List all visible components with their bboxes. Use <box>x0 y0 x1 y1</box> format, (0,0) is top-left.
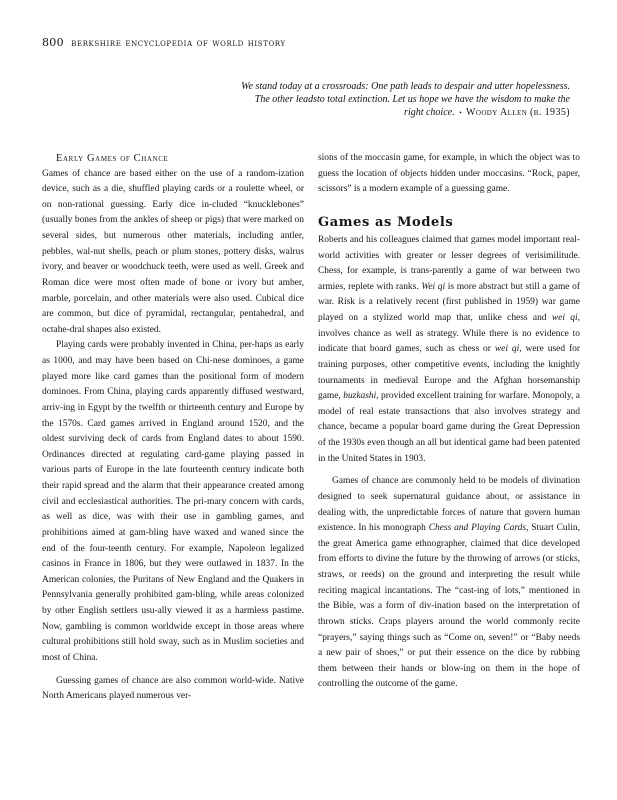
epigraph <box>240 80 570 120</box>
text-run: provided excellent training for warfare. Monopoly, a model of real estate transactions that also involves strategy and chance, became a popular board game during the Great Depression of the 1930s even though an all but identical game had been patented in the United States in 1903. <box>318 391 580 464</box>
text-run: is more abstract but still a game of war. Risk is a relatively recent (first published in 1959) war game played on a stylized world map that, unlike chess and <box>318 281 580 323</box>
text-run: Stuart Culin, the great America game ethnographer, claimed that dice developed from efforts to divine the future by the throwing of arrows (or sticks, straws, or reeds) on the ground and interpreting the result while reciting magical incantations. The “cast-ing of lots,” mentioned in the Bible, was a form of div-ination based on the interpretation of thrown sticks. Craps players around the world commonly recite “prayers,” saying things such as “Come on, seven!” or “Baby needs a new pair of shoes,” or put their essence on the dice by rubbing them between their hands or blow-ing on them in the hope of controlling the outcome of the game. <box>318 523 580 690</box>
epigraph-quote: We stand today at a crossroads: One path leads to despair and utter hopelessness. The other leadsto total extinction. Let us hope we have the wisdom to make the right choice. <box>241 81 570 119</box>
paragraph <box>318 233 580 467</box>
right-column <box>318 151 580 693</box>
section-heading: Games as Models <box>318 214 454 230</box>
running-header <box>42 36 286 49</box>
paragraph: sions of the moccasin game, for example, in which the object was to guess the location of objects hidden under moccasins. “Rock, paper, scissors” is a modern example of a guessing game. <box>318 153 580 195</box>
italic-term: wei qi, <box>551 313 580 323</box>
section-subhead: Early Games of Chance <box>56 153 169 164</box>
running-title: berkshire encyclopedia of world history <box>71 37 286 49</box>
left-column <box>42 151 304 705</box>
book-title: Chess and Playing Cards, <box>428 523 529 534</box>
italic-term: wei qi, <box>494 344 522 355</box>
paragraph: Playing cards were probably invented in China, per-haps as early as 1000, and may have been based on Chi-nese dominoes, a game played more like card games than the positional form of modern dominoes. From China, playing cards apparently diffused westward, arriv-ing in Egypt by the twelfth or thirteenth century and Europe by the 1570s. Card games arrived in England around 1520, and the oldest surviving deck of cards from England dates to about 1590. Ordinances directed at regulating card-game playing passed in various parts of Europe in the late fourteenth century indicate both their rapid spread and the alarm that their appearance created among civil and ecclesiastical authorities. The pri-mary concern with cards, as well as dice, was with their use in gambling games, and prohibitions aimed at gam-bling have waxed and waned since the end of the four-teenth century. For example, Napoleon legalized casinos in France in 1806, but they were outlawed in 1837. In the American colonies, the Puritans of New England and the Quakers in Pennsylvania generally prohibited gam-bling, while areas colonized by other English settlers usu-ally viewed it as a harmless pastime. Now, gambling is common worldwide except in those areas where cultural prohibitions still hold sway, such as in Muslim societies and most of China. <box>42 340 304 663</box>
italic-term: Wei qi <box>421 281 446 292</box>
epigraph-attribution: Woody Allen (b. 1935) <box>466 107 570 119</box>
text-run: were used for training purposes, other competitive events, including the knightly tournaments in medieval Europe and the Afghan horsemanship game, <box>318 344 580 402</box>
paragraph: Games of chance are based either on the use of a random-ization device, such as a die, shuffled playing cards or a roulette wheel, or on non-rational guessing. Early dice in-cluded “knucklebones” (usually bones from the ankles of sheep or pigs) that were marked on several sides, but numerous other materials, including antler, pebbles, wal-nut shells, peach or plum stones, pottery disks, walrus ivory, and beaver or woodchuck teeth, were used as well. Greek and Roman dice were most often made of bone or ivory but amber, marble, porcelain, and other materials were also used. Cubical dice are common, but dice of pyramidal, rectangular, pentahedral, and octahe-dral shapes also existed. <box>42 168 304 335</box>
paragraph <box>318 474 580 693</box>
bullet-separator: • <box>459 108 462 117</box>
page-number: 800 <box>42 36 64 49</box>
text-run: Games of chance are commonly held to be models of divination designed to seek supernatural guidance about, or assistance in dealing with, the unpredictable forces of nature that govern human existence. In his monograph <box>318 476 580 534</box>
paragraph: Guessing games of chance are also common world-wide. Native North Americans played numerous ver- <box>42 675 304 702</box>
italic-term: buzkashi, <box>343 391 379 402</box>
text-run: involves chance as well as strategy. While there is no evidence to indicate that board games, such as chess or <box>318 328 580 355</box>
text-run: Roberts and his colleagues claimed that games model important real-world activities with greater or lesser degrees of verisimilitude. Chess, for example, is trans-parently a game of war between two armies, replete with ranks. <box>318 234 580 292</box>
